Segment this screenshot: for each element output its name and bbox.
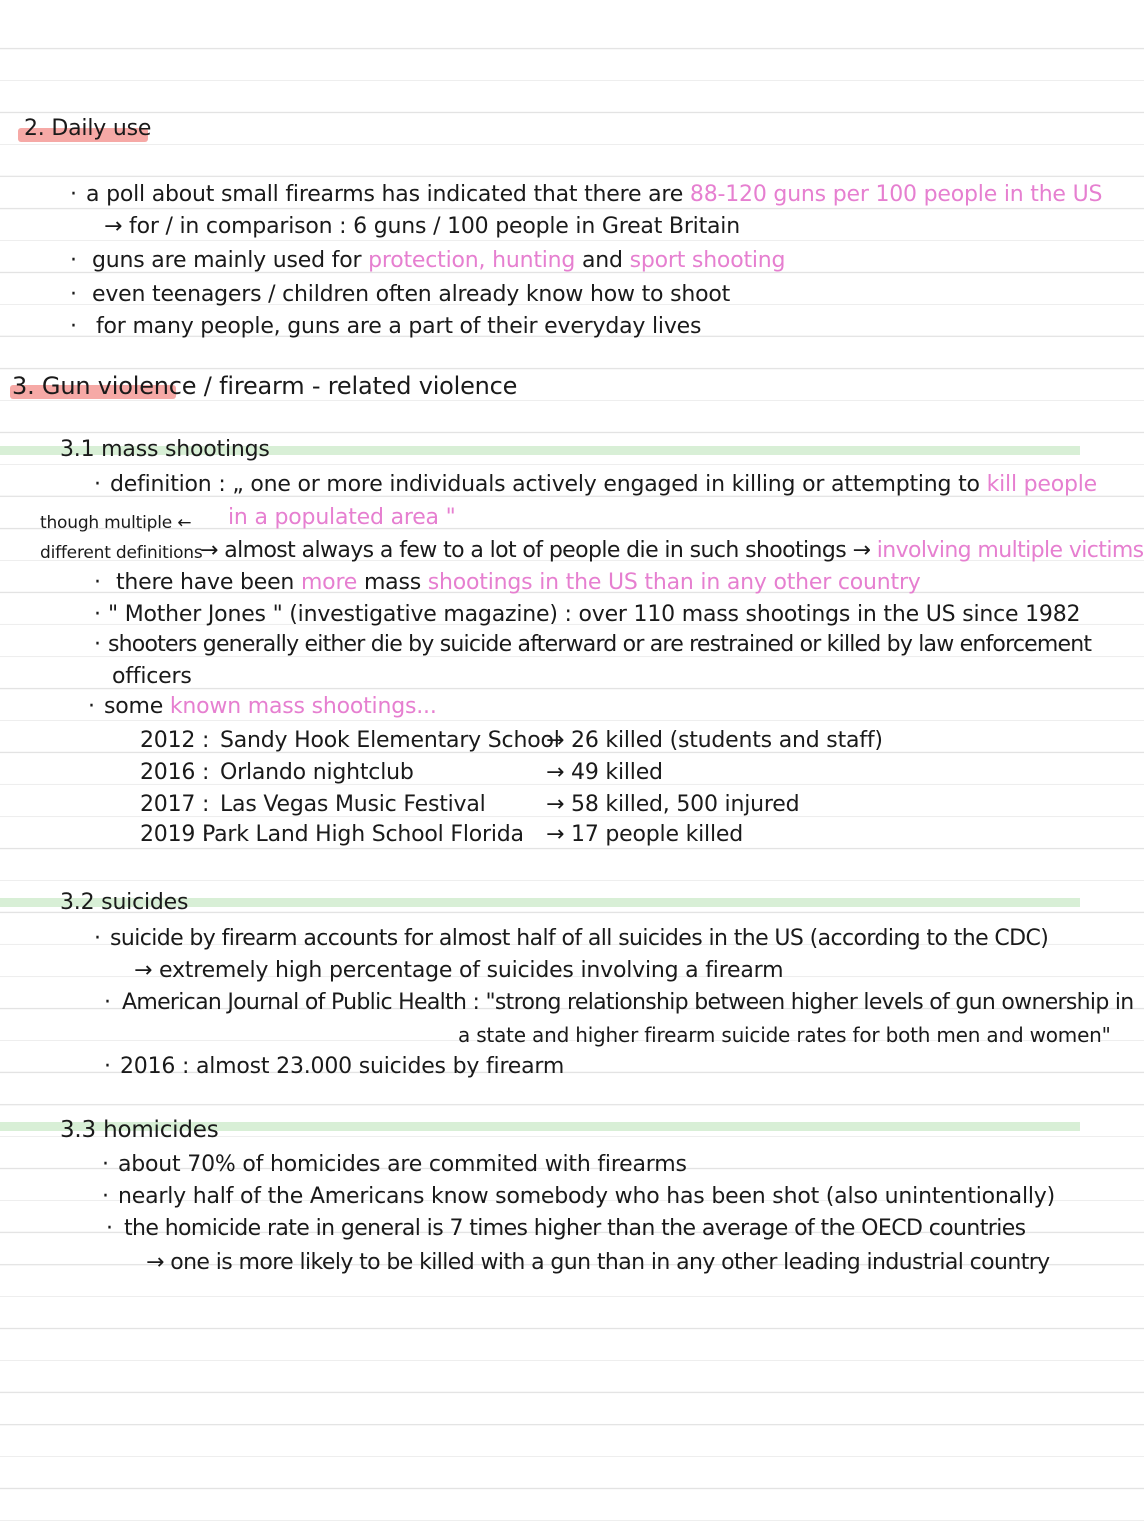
suicides-line-5: 2016 : almost 23.000 suicides by firearm	[120, 1054, 565, 1079]
bullet: ·	[104, 990, 111, 1015]
bullet: ·	[94, 926, 101, 951]
suicides-heading: 3.2 suicides	[60, 890, 189, 915]
known-shootings-line: some known mass shootings...	[104, 694, 437, 719]
teenagers-line: even teenagers / children often already know how to shoot	[92, 282, 731, 307]
bullet: ·	[94, 472, 101, 497]
homicides-line-1: about 70% of homicides are commited with firearms	[118, 1152, 687, 1177]
bullet: ·	[70, 182, 77, 207]
bullet: ·	[94, 632, 101, 657]
definition-line-2: in a populated area "	[228, 505, 456, 530]
event-year: 2019 :	[140, 822, 210, 847]
event-year: 2017 :	[140, 792, 210, 817]
event-place: Las Vegas Music Festival	[220, 792, 486, 817]
event-outcome: → 17 people killed	[546, 822, 743, 847]
homicides-line-2: nearly half of the Americans know somebody who has been shot (also unintentionally)	[118, 1184, 1055, 1209]
homicides-line-3: the homicide rate in general is 7 times higher than the average of the OECD countries	[124, 1216, 1026, 1241]
section-3-heading: 3. Gun violence / firearm - related violence	[12, 372, 518, 400]
victims-line: → almost always a few to a lot of people die in such shootings → involving multiple victims	[200, 538, 1144, 563]
event-outcome: → 49 killed	[546, 760, 663, 785]
bullet: ·	[104, 1054, 111, 1079]
uses-line: guns are mainly used for protection, hunting and sport shooting	[92, 248, 786, 273]
mother-jones-line: " Mother Jones " (investigative magazine) : over 110 mass shootings in the US since 1982	[108, 602, 1081, 627]
suicides-line-4: a state and higher firearm suicide rates for both men and women"	[458, 1023, 1111, 1047]
bullet: ·	[70, 282, 77, 307]
bullet: ·	[94, 602, 101, 627]
homicides-heading: 3.3 homicides	[60, 1117, 219, 1143]
event-outcome: → 26 killed (students and staff)	[546, 728, 883, 753]
suicides-line-2: → extremely high percentage of suicides involving a firearm	[134, 958, 784, 983]
bullet: ·	[70, 314, 77, 339]
event-place: Sandy Hook Elementary School	[220, 728, 560, 753]
homicides-line-4: → one is more likely to be killed with a gun than in any other leading industrial country	[146, 1250, 1050, 1275]
everyday-line: for many people, guns are a part of their everyday lives	[96, 314, 702, 339]
shooters-line-2: officers	[112, 664, 192, 689]
mass-shootings-heading: 3.1 mass shootings	[60, 437, 270, 462]
bullet: ·	[106, 1216, 113, 1241]
event-outcome: → 58 killed, 500 injured	[546, 792, 800, 817]
bullet: ·	[88, 694, 95, 719]
event-year: 2012 :	[140, 728, 210, 753]
shooters-line: shooters generally either die by suicide afterward or are restrained or killed by law enforcement	[108, 632, 1092, 657]
more-shootings-line: there have been more mass shootings in the US than in any other country	[116, 570, 921, 595]
event-place: Park Land High School Florida	[202, 822, 524, 847]
poll-line: a poll about small firearms has indicated that there are 88-120 guns per 100 people in the US	[86, 182, 1103, 207]
bullet: ·	[94, 570, 101, 595]
side-note-1: though multiple ←	[40, 513, 192, 533]
bullet: ·	[70, 248, 77, 273]
event-place: Orlando nightclub	[220, 760, 414, 785]
suicides-line-3: American Journal of Public Health : "strong relationship between higher levels of gun ownership in	[122, 990, 1134, 1015]
section-2-heading: 2. Daily use	[24, 116, 152, 141]
side-note-2: different definitions	[40, 543, 203, 563]
bullet: ·	[102, 1184, 109, 1209]
definition-line: definition : „ one or more individuals actively engaged in killing or attempting to kill people	[110, 472, 1098, 497]
comparison-line: → for / in comparison : 6 guns / 100 people in Great Britain	[104, 214, 740, 239]
bullet: ·	[102, 1152, 109, 1177]
event-year: 2016 :	[140, 760, 210, 785]
suicides-line-1: suicide by firearm accounts for almost half of all suicides in the US (according to the CDC)	[110, 926, 1049, 951]
